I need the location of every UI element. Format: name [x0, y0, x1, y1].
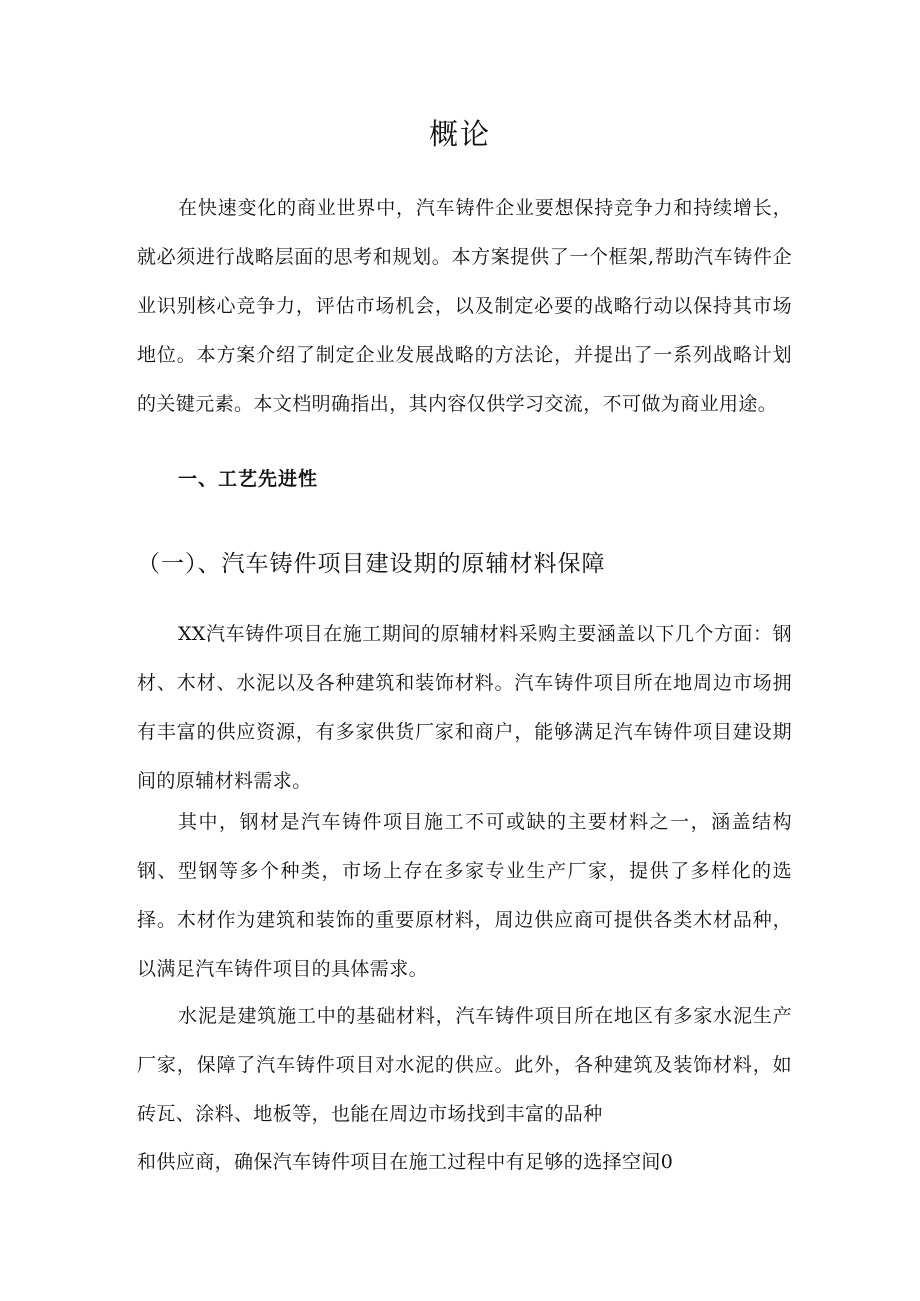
page-title: 概论 — [428, 117, 491, 151]
body-paragraph-materials: XX汽车铸件项目在施工期间的原辅材料采购主要涵盖以下几个方面：钢材、木材、水泥以及各种建筑和装饰材料。汽车铸件项目所在地周边市场拥有丰富的供应资源，有多家供货厂家和商户，能够满足汽车铸件项目建设期间的原辅材料需求。 — [137, 623, 792, 792]
subsection-heading: （一）、汽车铸件项目建设期的原辅材料保障 — [137, 551, 606, 577]
body-paragraph-cement: 水泥是建筑施工中的基础材料，汽车铸件项目所在地区有多家水泥生产厂家，保障了汽车铸件项目对水泥的供应。此外，各种建筑及装饰材料，如砖瓦、涂料、地板等，也能在周边市场找到丰富的品种 — [137, 1005, 792, 1125]
intro-paragraph: 在快速变化的商业世界中，汽车铸件企业要想保持竞争力和持续增长，就必须进行战略层面的思考和规划。本方案提供了一个框架,帮助汽车铸件企业识别核心竞争力，评估市场机会，以及制定必要的战略行动以保持其市场地位。本方案介绍了制定企业发展战略的方法论，并提出了一系列战略计划的关键元素。本文档明确指出，其内容仅供学习交流，不可做为商业用途。 — [137, 197, 792, 415]
section-heading: 一、工艺先进性 — [178, 468, 319, 490]
body-last-line: 和供应商，确保汽车铸件项目在施工过程中有足够的选择空间0 — [137, 1151, 674, 1173]
body-paragraph-steel-wood: 其中，钢材是汽车铸件项目施工不可或缺的主要材料之一，涵盖结构钢、型钢等多个种类，市场上存在多家专业生产厂家，提供了多样化的选择。木材作为建筑和装饰的重要原材料，周边供应商可提供各类木材品种，以满足汽车铸件项目的具体需求。 — [137, 811, 792, 980]
